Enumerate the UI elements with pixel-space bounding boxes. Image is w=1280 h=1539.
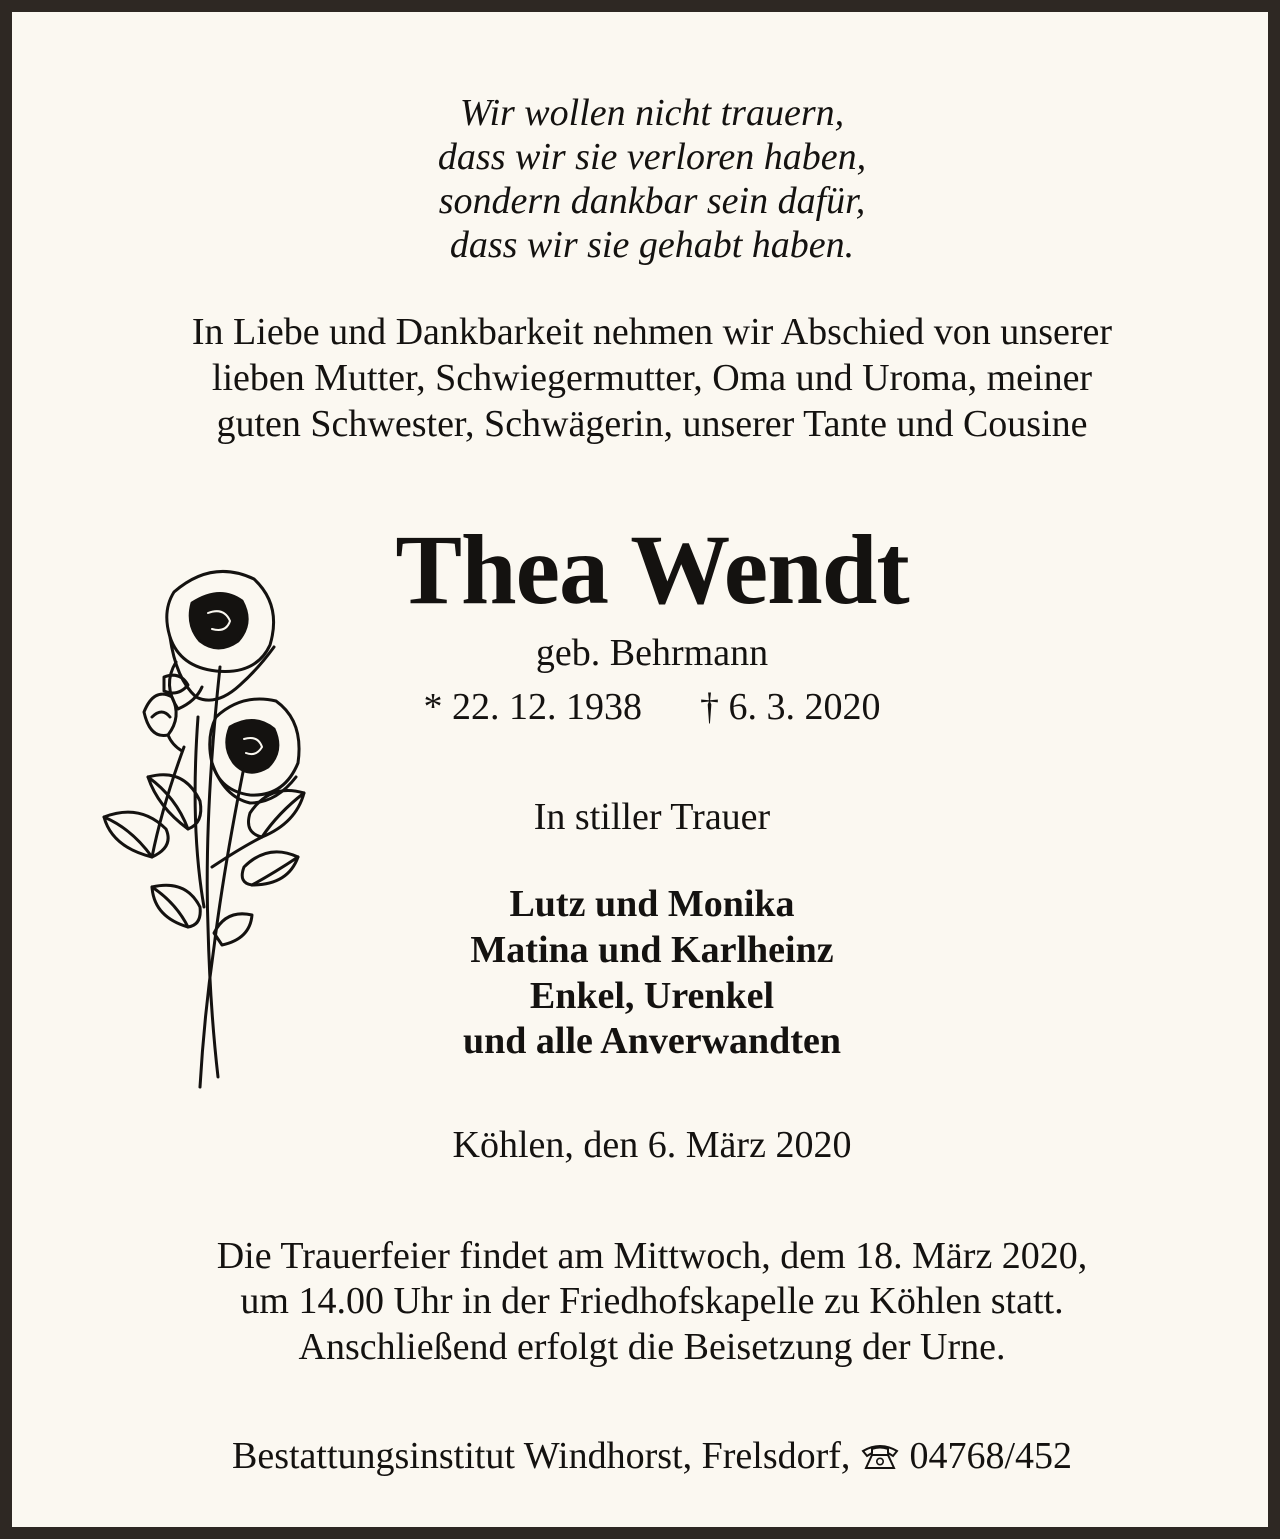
- deceased-name: Thea Wendt: [395, 514, 909, 625]
- undertaker-name: Bestattungsinstitut Windhorst, Frelsdorf,: [232, 1435, 851, 1477]
- mourner-line-4: und alle Anverwandten: [463, 1020, 841, 1062]
- undertaker-line: [12, 1437, 1280, 1475]
- rose-illustration: [92, 567, 312, 1107]
- mourner-line-2: Matina und Karlheinz: [470, 929, 834, 971]
- intro-line-3: guten Schwester, Schwägerin, unserer Tante und Cousine: [216, 403, 1088, 445]
- place-date: Köhlen, den 6. März 2020: [452, 1124, 852, 1166]
- mourner-line-1: Lutz und Monika: [509, 883, 795, 925]
- poem-line-4: dass wir sie gehabt haben.: [449, 224, 855, 266]
- ceremony-line-1: Die Trauerfeier findet am Mittwoch, dem 18. März 2020,: [216, 1235, 1088, 1277]
- telephone-icon: [860, 1437, 900, 1475]
- maiden-name: geb. Behrmann: [535, 632, 769, 674]
- ceremony-line-2: um 14.00 Uhr in der Friedhofskapelle zu Köhlen statt.: [240, 1280, 1064, 1322]
- death-date: † 6. 3. 2020: [700, 686, 881, 728]
- intro-line-1: In Liebe und Dankbarkeit nehmen wir Abschied von unserer: [191, 311, 1113, 353]
- intro-line-2: lieben Mutter, Schwiegermutter, Oma und Uroma, meiner: [211, 357, 1093, 399]
- poem-line-3: sondern dankbar sein dafür,: [438, 180, 866, 222]
- mourning-label: In stiller Trauer: [533, 796, 771, 838]
- mourner-line-3: Enkel, Urenkel: [529, 975, 775, 1017]
- ceremony-line-3: Anschließend erfolgt die Beisetzung der Urne.: [298, 1326, 1006, 1368]
- poem-line-1: Wir wollen nicht trauern,: [459, 92, 845, 134]
- birth-date: * 22. 12. 1938: [423, 686, 642, 728]
- undertaker-phone: 04768/452: [909, 1435, 1072, 1477]
- poem-line-2: dass wir sie verloren haben,: [437, 136, 867, 178]
